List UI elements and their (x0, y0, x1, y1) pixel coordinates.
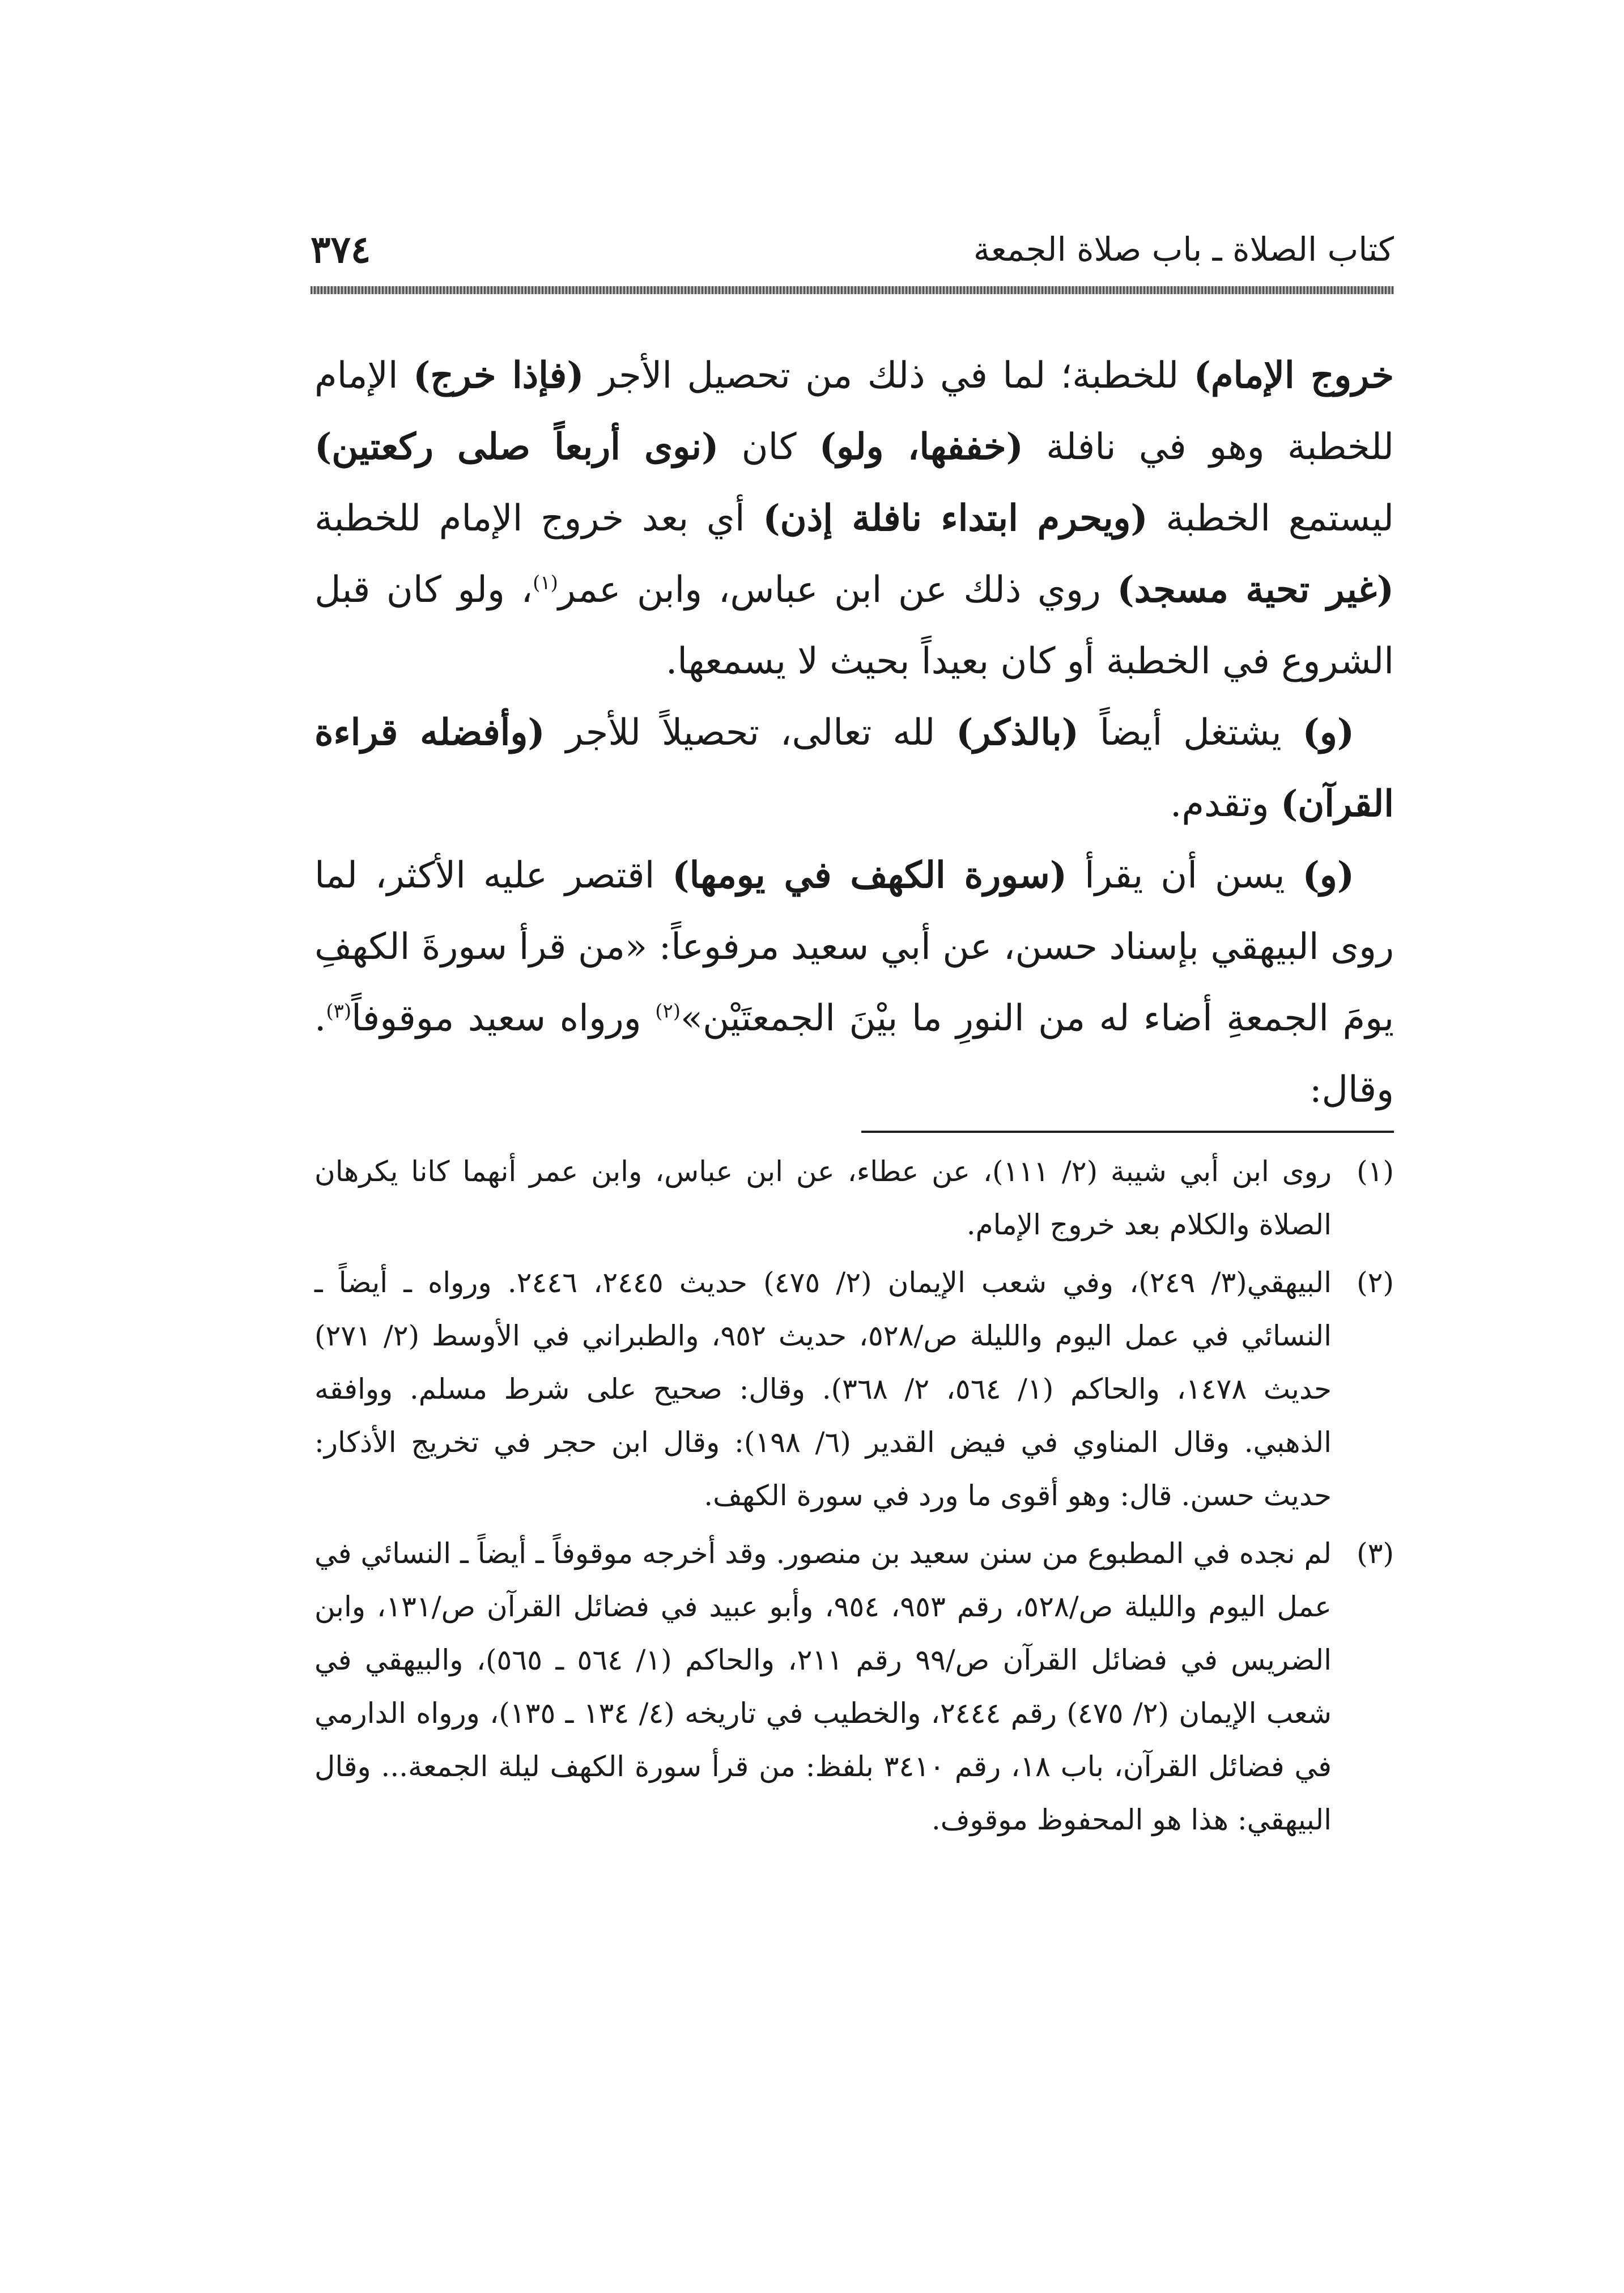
footnote-ref-1[interactable]: (١) (533, 571, 558, 595)
footnote-text: لم نجده في المطبوع من سنن سعيد بن منصور. وقد أخرجه موقوفاً ـ أيضاً ـ النسائي في عمل اليوم والليلة ص/٥٢٨، رقم ٩٥٣، ٩٥٤، وأبو عبيد في فضائل القرآن ص/١٣١، وابن الضريس في فضائل القرآن ص/٩٩ رقم ٢١١، والحاكم (١/ ٥٦٤ ـ ٥٦٥)، والبيهقي في شعب الإيمان (٢/ ٤٧٥) رقم ٢٤٤٤، والخطيب في تاريخه (٤/ ١٣٤ ـ ١٣٥)، ورواه الدارمي في فضائل القرآن، باب ١٨، رقم ٣٤١٠ بلفظ: من قرأ سورة الكهف ليلة الجمعة... وقال البيهقي: هذا هو المحفوظ موقوف. (314, 1537, 1332, 1836)
text-segment: ورواه سعيد موقوفاً (351, 997, 656, 1039)
footnote-ref-3[interactable]: (٣) (326, 1000, 352, 1023)
bold-segment: (و) (1302, 711, 1355, 754)
footnote-2 (314, 1256, 1394, 1522)
page-header (311, 224, 1394, 275)
text-segment: ليستمع الخطبة (1147, 498, 1395, 540)
footnotes (314, 1145, 1394, 1851)
page-number: ٣٧٤ (311, 227, 371, 271)
bold-segment: (بالذكر) (956, 711, 1079, 754)
footnote-ref-2[interactable]: (٢) (655, 1000, 681, 1023)
footnote-number: (٢) (1357, 1266, 1394, 1299)
text-segment: أي بعد خروج الإمام للخطبة (314, 498, 763, 540)
text-segment: الإمام للخطبة وهو في نافلة (314, 355, 1395, 468)
bold-segment: (فإذا خرج) (413, 354, 584, 397)
main-text (314, 340, 1394, 1126)
paragraph-1 (314, 340, 1394, 697)
text-segment: يشتغل أيضاً (1078, 712, 1303, 754)
header-divider (311, 286, 1394, 294)
bold-segment: خروج الإمام) (1193, 354, 1395, 397)
paragraph-2 (314, 697, 1394, 840)
text-segment: يسن أن يقرأ (1067, 855, 1303, 897)
bold-segment: (نوى أربعاً صلى ركعتين) (314, 426, 719, 468)
footnote-3 (314, 1527, 1394, 1846)
bold-segment: (و) (1302, 854, 1355, 897)
footnote-text: روى ابن أبي شيبة (٢/ ١١١)، عن عطاء، عن ابن عباس، وابن عمر أنهما كانا يكرهان الصلاة والكلام بعد خروج الإمام. (314, 1155, 1332, 1241)
running-title: كتاب الصلاة ـ باب صلاة الجمعة (973, 230, 1394, 269)
bold-segment: (وأفضله قراءة القرآن) (314, 711, 1394, 825)
text-segment: اقتصر عليه الأكثر، لما روى البيهقي بإسناد حسن، عن أبي سعيد مرفوعاً: «من قرأ سورةَ الكهفِ يومَ الجمعةِ أضاء له من النورِ ما بيْنَ الجمعتَيْن» (314, 855, 1395, 1039)
footnote-1 (314, 1145, 1394, 1251)
bold-segment: (سورة الكهف في يومها) (672, 854, 1068, 897)
footnote-number: (١) (1357, 1155, 1394, 1188)
bold-segment: (غير تحية مسجد) (1117, 568, 1395, 611)
text-segment: وتقدم. (1170, 783, 1281, 825)
text-segment: لله تعالى، تحصيلاً للأجر (545, 712, 956, 754)
footnote-text: البيهقي(٣/ ٢٤٩)، وفي شعب الإيمان (٢/ ٤٧٥) حديث ٢٤٤٥، ٢٤٤٦. ورواه ـ أيضاً ـ النسائي في عمل اليوم والليلة ص/٥٢٨، حديث ٩٥٢، والطبراني في الأوسط (٢/ ٢٧١) حديث ١٤٧٨، والحاكم (١/ ٥٦٤، ٢/ ٣٦٨). وقال: صحيح على شرط مسلم. ووافقه الذهبي. وقال المناوي في فيض القدير (٦/ ١٩٨): وقال ابن حجر في تخريج الأذكار: حديث حسن. قال: وهو أقوى ما ورد في سورة الكهف. (314, 1266, 1332, 1512)
bold-segment: (ويحرم ابتداء نافلة إذن) (763, 497, 1148, 540)
paragraph-3 (314, 840, 1394, 1126)
text-segment: كان (719, 426, 819, 468)
text-segment: ، ولو كان قبل الشروع في الخطبة أو كان بعيداً بحيث لا يسمعها. (314, 569, 1394, 682)
text-segment: للخطبة؛ لما في ذلك من تحصيل الأجر (584, 355, 1194, 397)
text-segment: . وقال: (314, 997, 1394, 1111)
footnote-divider (861, 1131, 1394, 1133)
footnote-number: (٣) (1357, 1537, 1394, 1570)
bold-segment: (خففها، ولو) (819, 426, 1023, 468)
text-segment: روي ذلك عن ابن عباس، وابن عمر (558, 569, 1117, 611)
